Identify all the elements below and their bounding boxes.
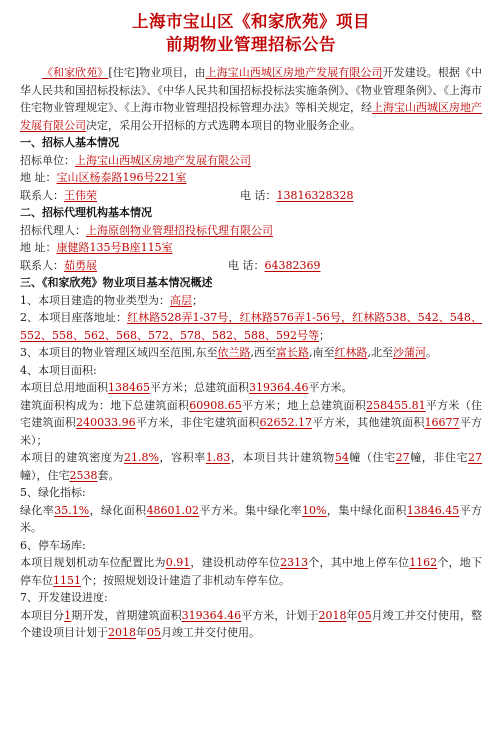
schedule-heading: 7、开发建设进度: [20,591,108,604]
property-type: 1、本项目建造的物业类型为：高层； [20,293,203,307]
building-density: 本项目的建筑密度为21.8%，容积率1.83，本项目共计建筑物54幢（住宅27幢，非住宅27幢），住宅2538套。 [20,451,483,482]
greening-heading: 5、绿化指标: [20,486,86,499]
section-1-heading: 一、招标人基本情况 [20,136,119,149]
agent-address: 地 址：康健路135号B座115室 [20,241,173,254]
total-area: 本项目总用地面积138465平方米；总建筑面积319364.46平方米。 [20,381,353,394]
tender-address: 地 址：宝山区杨泰路196号221室 [20,171,187,184]
title-line-1: 上海市宝山区《和家欣苑》项目 [132,12,370,31]
developer-name: 上海宝山西城区房地产发展有限公司 [205,66,383,79]
parking-details: 本项目规划机动车位配置比为0.91，建设机动停车位2313个，其中地上停车位1162个，地下停车位1151个；按照规划设计建造了非机动车停车位。 [20,556,483,587]
greening-details: 绿化率35.1%，绿化面积48601.02平方米。集中绿化率10%，集中绿化面积13846.45平方米。 [20,503,483,534]
property-boundaries: 3、本项目的物业管理区域四至范围,东至依兰路,西至富长路,南至红林路,北至沙蒲河。 [20,346,437,359]
area-composition: 建筑面积构成为：地下总建筑面积60908.65平方米；地上总建筑面积258455.81平方米（住宅建筑面积240033.96平方米，非住宅建筑面积62652.17平方米，其他建筑面积16677平方米）； [20,398,483,447]
document-body [20,64,482,642]
intro-paragraph: 《和家欣苑》[住宅]物业项目，由上海宝山西城区房地产发展有限公司开发建设。根据《中华人民共和国招标投标法》、《中华人民共和国招标投标法实施条例》、《物业管理条例》、《上海市住宅物业管理规定》、《上海市物业管理招投标管理办法》等相关规定，经上海宝山西城区房地产发展有限公司决定，采用公开招标的方式选聘本项目的物业服务企业。 [20,66,483,132]
property-address: 2、本项目座落地址：红林路528弄1-37号，红林路576弄1-56号，红林路538、542、548、552、558、562、568、572、578、582、588、592号等； [20,311,483,342]
tender-contact: 联系人：王伟荣 电 话：13816328328 [20,188,354,202]
developer-name-2: 上海宝山西城区房地产发展有限公司 [20,101,482,132]
tender-unit: 招标单位：上海宝山西城区房地产发展有限公司 [20,153,251,167]
schedule-details: 本项目分1期开发，首期建筑面积319364.46平方米，计划于2018年05月竣工并交付使用，整个建设项目计划于2018年05月竣工并交付使用。 [20,608,483,639]
document-page [20,10,482,642]
section-3-heading: 三、《和家欣苑》物业项目基本情况概述 [20,276,213,289]
project-name: 《和家欣苑》 [42,66,109,79]
parking-heading: 6、停车场库: [20,538,86,552]
agent-name: 招标代理人：上海原创物业管理招投标代理有限公司 [20,223,273,237]
title-line-2: 前期物业管理招标公告 [166,35,336,54]
area-heading: 4、本项目面积: [20,363,97,377]
section-2-heading: 二、招标代理机构基本情况 [20,206,152,219]
agent-contact: 联系人：茹勇展 电 话：64382369 [20,258,321,272]
